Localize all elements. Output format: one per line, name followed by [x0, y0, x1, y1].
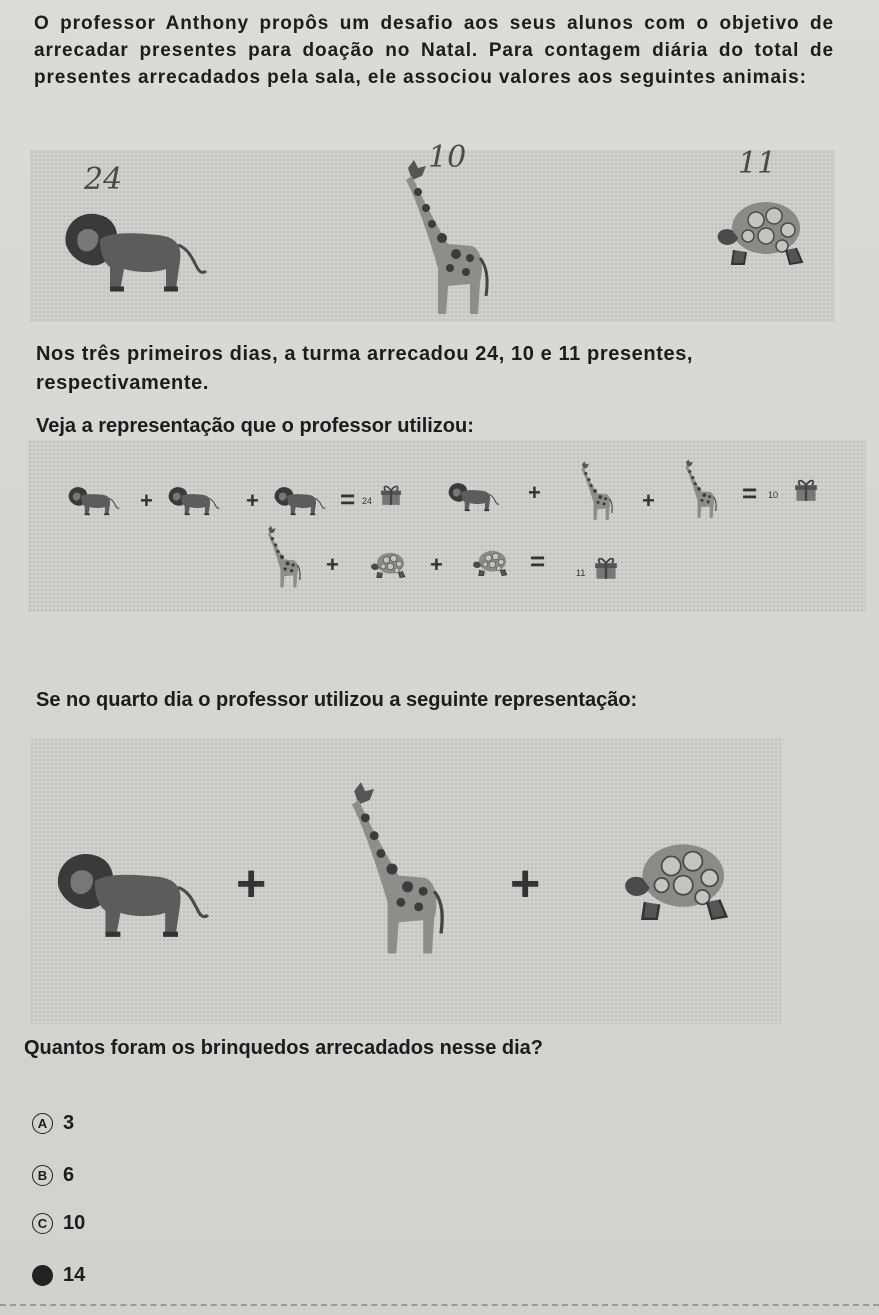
lion-icon: [58, 205, 208, 305]
plus-sign: +: [236, 855, 267, 913]
gift-icon: [794, 478, 818, 502]
lion-icon: [66, 484, 120, 520]
lion-icon: [272, 484, 326, 520]
option-value-a: 3: [63, 1112, 75, 1134]
option-d[interactable]: [32, 1264, 85, 1287]
plus-sign: +: [326, 552, 339, 577]
giraffe-icon: [392, 158, 492, 318]
result-10: 10: [768, 490, 779, 500]
intro-text: O professor Anthony propôs um desafio aos seus alunos com o objetivo de arrecadar presentes para doação no Natal. Para contagem diária do total de presentes arrecadados pela sala, ele associou valores aos seguintes animais:: [34, 13, 834, 88]
equals-sign: =: [340, 484, 356, 514]
question-text: Quantos foram os brinquedos arrecadados nesse dia?: [24, 1037, 544, 1059]
lion-icon: [446, 480, 500, 516]
plus-sign: +: [140, 488, 153, 513]
result-24: 24: [362, 496, 373, 506]
equations-panel: [28, 440, 866, 612]
equals-sign: =: [742, 478, 758, 508]
giraffe-icon: [336, 780, 448, 958]
option-letter-d: D: [32, 1265, 53, 1286]
giraffe-icon: [576, 458, 614, 524]
option-b[interactable]: [32, 1164, 74, 1187]
lion-icon: [166, 484, 220, 520]
page-bottom-divider: [0, 1304, 879, 1306]
option-value-c: 10: [63, 1212, 86, 1234]
turtle-value-handwritten: 11: [738, 146, 777, 181]
option-letter-a: A: [32, 1113, 53, 1134]
plus-sign: +: [642, 488, 655, 513]
plus-sign: +: [246, 488, 259, 513]
giraffe-icon: [262, 524, 302, 590]
giraffe-value-handwritten: 10: [428, 140, 467, 175]
equals-sign: =: [530, 546, 546, 576]
plus-sign: +: [528, 480, 541, 505]
result-11: 11: [576, 568, 586, 578]
paragraph-fourth-day: Se no quarto dia o professor utilizou a seguinte representação:: [36, 689, 638, 711]
turtle-icon: [470, 546, 510, 578]
turtle-icon: [710, 190, 810, 270]
option-a[interactable]: [32, 1112, 74, 1135]
turtle-icon: [368, 548, 408, 580]
option-value-b: 6: [63, 1164, 75, 1186]
lion-icon: [50, 844, 210, 952]
plus-sign: +: [430, 552, 443, 577]
gift-icon: [594, 556, 618, 580]
option-c[interactable]: [32, 1212, 85, 1235]
gift-icon: [380, 484, 402, 506]
plus-sign: +: [510, 855, 541, 913]
paragraph-representation: Veja a representação que o professor utilizou:: [36, 415, 474, 437]
turtle-icon: [616, 830, 736, 926]
paragraph-first-days: Nos três primeiros dias, a turma arrecadou 24, 10 e 11 presentes, respectivamente.: [36, 343, 694, 394]
option-letter-c: C: [32, 1213, 53, 1234]
giraffe-icon: [680, 456, 718, 522]
option-letter-b: B: [32, 1165, 53, 1186]
option-value-d: 14: [63, 1264, 86, 1286]
lion-value-handwritten: 24: [84, 162, 123, 197]
